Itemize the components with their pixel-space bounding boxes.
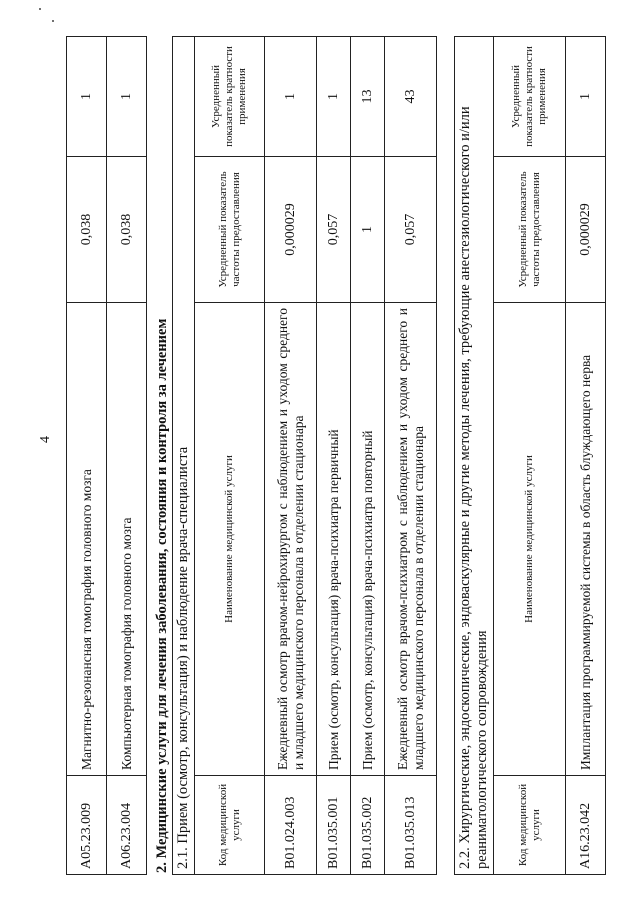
multiplicity-value: 1: [67, 37, 107, 157]
table-row: [385, 36, 437, 874]
specialist-services-table: [172, 36, 437, 875]
frequency-value: 0,000029: [566, 157, 606, 303]
surgical-services-table: [454, 36, 606, 875]
table-row: [265, 36, 317, 874]
table-row: [107, 37, 147, 875]
multiplicity-value: 1: [107, 37, 147, 157]
subsection-title: 2.1. Прием (осмотр, консультация) и наблюдение врача-специалиста: [173, 36, 195, 874]
header-name: Наименование медицинской услуги: [195, 303, 265, 776]
frequency-value: 0,057: [317, 157, 351, 303]
header-frequency: Усредненный показатель частоты предоставления: [195, 157, 265, 303]
multiplicity-value: 43: [385, 36, 437, 156]
service-code: B01.035.013: [385, 776, 437, 875]
top-services-table: [66, 36, 147, 875]
service-name: Ежедневный осмотр врачом-психиатром с наблюдением и уходом среднего и младшего медицинского персонала в отделении стационара: [385, 303, 437, 776]
subsection-row: [455, 36, 494, 874]
subsection-title: 2.2. Хирургические, эндоскопические, эндоваскулярные и другие методы лечения, требующие анестезиологического и/или реаниматологического сопровождения: [455, 36, 494, 874]
service-code: A06.23.004: [107, 776, 147, 875]
multiplicity-value: 1: [317, 36, 351, 156]
service-code: B01.024.003: [265, 776, 317, 875]
header-row: [195, 36, 265, 874]
subsection-row: [173, 36, 195, 874]
header-row: [494, 36, 566, 874]
table-row: [317, 36, 351, 874]
frequency-value: 1: [351, 157, 385, 303]
multiplicity-value: 1: [265, 36, 317, 156]
service-name: Имплантация программируемой системы в область блуждающего нерва: [566, 303, 606, 776]
frequency-value: 0,000029: [265, 157, 317, 303]
header-multiplicity: Усредненный показатель кратности применения: [494, 36, 566, 156]
multiplicity-value: 1: [566, 36, 606, 156]
header-code: Код медицинской услуги: [195, 776, 265, 875]
scan-speck: [52, 20, 54, 22]
multiplicity-value: 13: [351, 36, 385, 156]
service-name: Компьютерная томография головного мозга: [107, 303, 147, 776]
table-row: [67, 37, 107, 875]
header-frequency: Усредненный показатель частоты предоставления: [494, 157, 566, 303]
service-name: Магнитно-резонансная томография головного мозга: [67, 303, 107, 776]
service-code: A16.23.042: [566, 776, 606, 875]
frequency-value: 0,038: [67, 157, 107, 303]
service-code: B01.035.001: [317, 776, 351, 875]
service-name: Ежедневный осмотр врачом-нейрохирургом с наблюдением и уходом среднего и младшего медицинского персонала в отделении стационара: [265, 303, 317, 776]
table-row: [566, 36, 606, 874]
service-name: Прием (осмотр, консультация) врача-психиатра первичный: [317, 303, 351, 776]
header-multiplicity: Усредненный показатель кратности применения: [195, 36, 265, 156]
frequency-value: 0,057: [385, 157, 437, 303]
section-heading: 2. Медицинские услуги для лечения заболевания, состояния и контроля за лечением: [154, 318, 170, 873]
service-name: Прием (осмотр, консультация) врача-психиатра повторный: [351, 303, 385, 776]
header-code: Код медицинской услуги: [494, 776, 566, 875]
page-number: 4: [38, 436, 53, 443]
service-code: B01.035.002: [351, 776, 385, 875]
service-code: A05.23.009: [67, 776, 107, 875]
header-name: Наименование медицинской услуги: [494, 303, 566, 776]
frequency-value: 0,038: [107, 157, 147, 303]
scan-speck: [39, 8, 41, 10]
table-row: [351, 36, 385, 874]
